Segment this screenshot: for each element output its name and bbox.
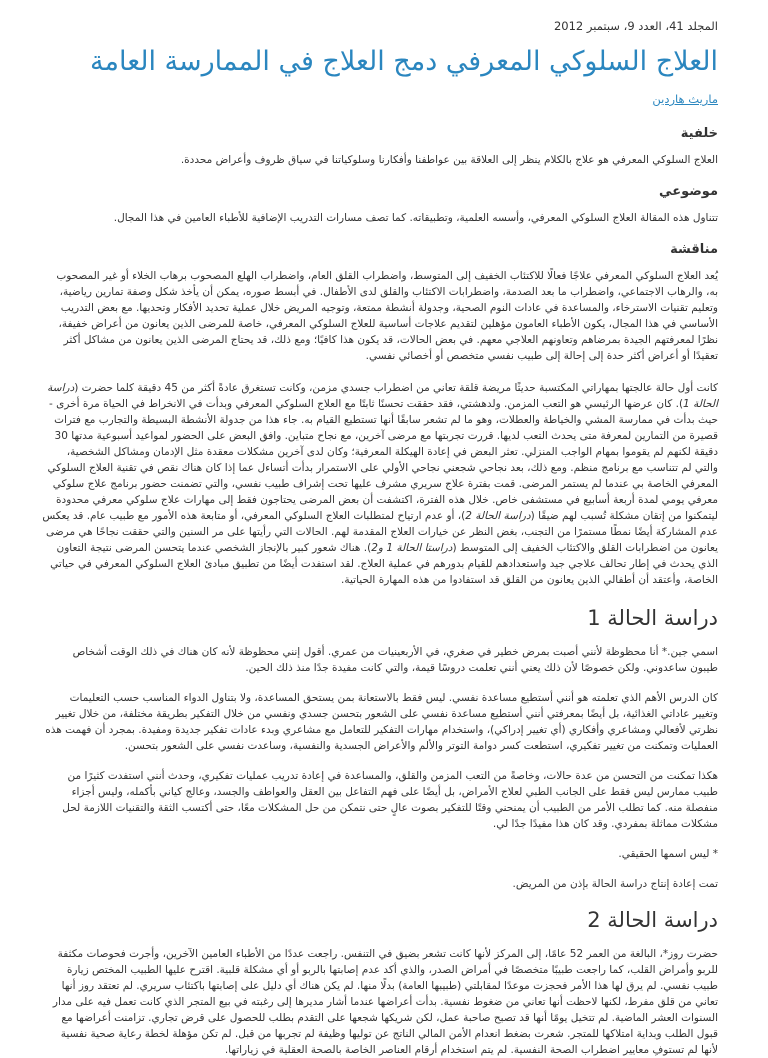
discussion-heading: مناقشة	[670, 242, 718, 257]
objective-text: تتناول هذه المقالة العلاج السلوكي المعرفي، وأسسه العلمية، وتطبيقاته. كما تصف مسارات التدريب الإضافية للأطباء العامين في هذا المجال.	[113, 212, 718, 224]
discussion-text: يُعد العلاج السلوكي المعرفي علاجًا فعالًا للاكتئاب الخفيف إلى المتوسط، واضطراب القلق العام، واضطراب الهلع المصحوب برهاب الخلاء أو غير المصحوب به، والرهاب الاجتماعي، واضطراب ما بعد الصدمة، واضطرابات الاكتئاب والقلق لدى الأطفال. في أبسط صوره، يمكن أن يأخذ شكل وصفة تمارين رياضية، وتعليم تقنيات الاسترخاء، والمساعدة في عادات النوم الصحية، وجدولة أنشطة ممتعة، وتوجيه المريض خلال عملية تحديد الأفكار وتحديها. مع بعض التدريب الأساسي في هذا المجال، يكون الأطباء العامون مؤهلين لتقديم علاجات أساسية للعلاج السلوكي المعرفي، خاصة للمرضى الذين يعانون من أعراض خفيفة، نظرًا لمعرفتهم الجيدة بمرضاهم وتعاونهم العلاجي معهم. في بعض الحالات، قد يكون هذا كافيًا؛ ومع ذلك، قد يحتاج المرضى الذين يعانون من مشاكل أكثر تعقيدًا أو أعراض أكثر حدة إلى إحالة إلى طبيب نفسي متخصص أو أخصائي نفسي.	[56, 270, 718, 362]
intro-text-3: )، أو عدم ارتياح لمتطلبات العلاج السلوكي المعرفي، أو متابعة هذه الأمور مع طبيب عام. قد يعكس عدم المشاركة أيضًا نمطًا مستمرًا من التجنب، بغض النظر عن خيارات العلاج المقدمة لهم. الحالات التي رأيتها على مر السنين والتي حققت نجاحًا هي مرضى يعانون من اضطرابات القلق والاكتئاب الخفيف إلى المتوسط (	[42, 510, 718, 554]
case-ref-2[interactable]: دراسة الحالة 2	[465, 510, 531, 522]
case-ref-1[interactable]: دراسة الحالة 1	[47, 382, 718, 410]
objective-heading: موضوعي	[659, 184, 718, 199]
intro-text-4: ). هناك شعور كبير بالإنجاز الشخصي عندما يتحسن المرضى نتيجة التعاون الذي يحدث في إطار تحالف علاجي جيد واستعدادهم للقيام بدورهم في عملية العلاج. لقد استفدت أيضًا من تطبيق مبادئ العلاج السلوكي المعرفي في حياتي الخاصة، وأعتقد أن أطفالي الذين يعانون من القلق قد استفادوا من هذه المهارة الحياتية.	[50, 542, 718, 586]
case1-footnote: * ليس اسمها الحقيقي.	[618, 848, 718, 860]
case1-permission: تمت إعادة إنتاج دراسة الحالة بإذن من المريض.	[512, 878, 718, 890]
case1-heading: دراسة الحالة 1	[587, 606, 718, 630]
intro-text-1: كانت أول حالة عالجتها بمهاراتي المكتسبة حديثًا مريضة قلقة تعاني من اضطراب جسدي مزمن، وكانت تستغرق عادةً أكثر من 45 دقيقة كلما حضرت (	[74, 382, 718, 394]
intro-text-2: ). كان عرضها الرئيسي هو التعب المزمن. ولدهشتي، فقد حققت تحسنًا ثابتًا مع العلاج السلوكي المعرفي وبدأت في الانخراط في الحياة مرة أخرى - حيث بدأت في ممارسة المشي والخياطة والعطلات، وهو ما لم تشعر سابقًا أنها تستطيع القيام به. جاء هذا من جدولة الأنشطة البسيطة والتجارب مع فترات قصيرة من التمارين لمعرفة متى يحدث التعب لديها. قررت تجربتها مع مرضى آخرين، مع نجاح متباين. وافق البعض على الحضور لمواعيد أسبوعية مدتها 30 دقيقة لكنهم لم يقوموا بمهام الواجب المنزلي. تعثر البعض في إعادة الهيكلة المعرفية؛ وكان لدى آخرين مشكلات معقدة مثل الإدمان ومشاكل الشخصية، والتي لم تتناسب مع برنامج منظم. ومع ذلك، بعد نجاحي شجعني نجاحي الأولي على الاستمرار بدأت أتساءل عما إذا كان هناك نقص في تقنية العلاج السلوكي المعرفي الخاصة بي عندما لم يستمر المرضى. قمت بفترة علاج سريري مشرف عليها تحت إشراف طبيب نفسي، والتي تضمنت حضور برنامج علاج سلوكي معرفي يومي لمدة أربعة أسابيع في مستشفى خاص. خلال هذه الفترة، اكتشفت أن بعض المرضى يحتاجون فقط إلى مهارات علاج سلوكي معرفي محدودة ليتمكنوا من إتقان مشكلة تُسبب لهم ضيقًا (	[47, 398, 718, 522]
background-heading: خلفية	[680, 126, 718, 141]
issue-info: المجلد 41، العدد 9، سبتمبر 2012	[553, 19, 718, 33]
case1-paragraph-2: كان الدرس الأهم الذي تعلمته هو أنني أستطيع مساعدة نفسي. ليس فقط بالاستعانة بمن يستحق المساعدة، ولا بتناول الدواء المناسب حسب التعليمات وتغيير عاداتي الغذائية، بل أيضًا بمعرفتي أنني أستطيع مساعدة نفسي على الشعور بتحسن جسدي ونفسي من خلال التفكير بطريقة مختلفة، من خلال تغيير نظرتي لأفعالي ومشاعري وأفكاري (أي تغيير إدراكي)، واستخدام مهارات التفكير للتعامل مع مشاعري وبدء عادات تفكير جديدة ومفيدة. بمجرد أن فهمت هذه العمليات وتمكنت من تغيير تفكيري، استطعت كسر دوامة التوتر والألم والأعراض الجسدية والنفسية، وساعدت نفسي على الشعور بتحسن.	[45, 692, 718, 752]
article-title: العلاج السلوكي المعرفي دمج العلاج في الممارسة العامة	[90, 46, 718, 77]
case2-heading: دراسة الحالة 2	[587, 908, 718, 932]
case1-paragraph-3: هكذا تمكنت من التحسن من عدة حالات، وخاصةً من التعب المزمن والقلق، والمساعدة في إعادة تدريب عمليات تفكيري، وحدث أنني استفدت كثيرًا من طبيب ممارس ليس فقط على الجانب الطبي لعلاج الأمراض، بل أيضًا على فهم التفاعل بين العقل والعواطف والجسد، وعالج كياني بأكمله، وليس أجزاء منفصلة منه. كما تطلب الأمر من الطبيب أن يمنحني وقتًا للتفكير بصوت عالٍ حتى نتمكن من حل المشكلات معًا، حتى أكتسب الثقة والتقنيات اللازمة لحل مشكلات مماثلة بمفردي. وقد كان هذا مفيدًا جدًا لي.	[62, 770, 718, 830]
case1-paragraph-1: اسمي جين.* أنا محظوظة لأنني أصبت بمرض خطير في صغري، في الأربعينيات من عمري. أقول إنني محظوظة لأنه كان هناك في ذلك الوقت أشخاص طيبون ساعدوني. ولكن خصوصًا لأن ذلك يعني أنني تعلمت دروسًا قيمة، والتي كانت مفيدة جدًا منذ ذلك الحين.	[72, 646, 718, 674]
case2-paragraph-1: حضرت روز*، البالغة من العمر 52 عامًا، إلى المركز لأنها كانت تشعر بضيق في التنفس. راجعت عددًا من الأطباء العامين الآخرين، وأجرت فحوصات مكثفة للربو وأمراض القلب، كما راجعت طبيبًا متخصصًا في أمراض الصدر، والذي أكد عدم إصابتها بالربو أو أي مشكلة قلبية. اقترح عليها الطبيب المختص زيارة طبيب نفسي. لم يرق لها هذا الأمر فحجزت موعدًا لمقابلتي (طبيبها العامة) بدلًا منها. لم يكن هناك أي دليل على إصابتها باكتئاب سريري. لم تعتقد روز أنها تعاني من قلق مفرط، لكنها لاحظت أنها تعاني من ضغوط نفسية. بدأت أعراضها عندما أشار مديرها إلى رغبته في بيع المتجر الذي كانت تعمل فيه على مدار السنوات العشر الماضية. لم تتخيل يومًا أنها قد تصبح صاحبة عمل، لكن شريكها شجعها على التقدم بطلب للحصول على قرض تجاري. تزامنت أعراضها مع قبول الطلب وبداية امتلاكها للمتجر. شعرت بضغط انعدام الأمن المالي الناتج عن توليها وظيفة لم تجربها من قبل. لم تكن مؤهلة لخطة رعاية صحية نفسية لأنها لم تستوفِ معايير اضطراب الصحة النفسية. لم يتم استخدام أرقام العناصر الخاصة بالصحة العقلية في زياراتها.	[52, 948, 718, 1056]
intro-paragraph	[42, 380, 718, 588]
author-link[interactable]: ماريث هاردين	[652, 92, 718, 106]
case-ref-3[interactable]: دراستا الحالة 1 و2	[371, 542, 453, 554]
background-text: العلاج السلوكي المعرفي هو علاج بالكلام ينظر إلى العلاقة بين عواطفنا وأفكارنا وسلوكياتنا في سياق ظروف وأعراض محددة.	[180, 154, 718, 166]
